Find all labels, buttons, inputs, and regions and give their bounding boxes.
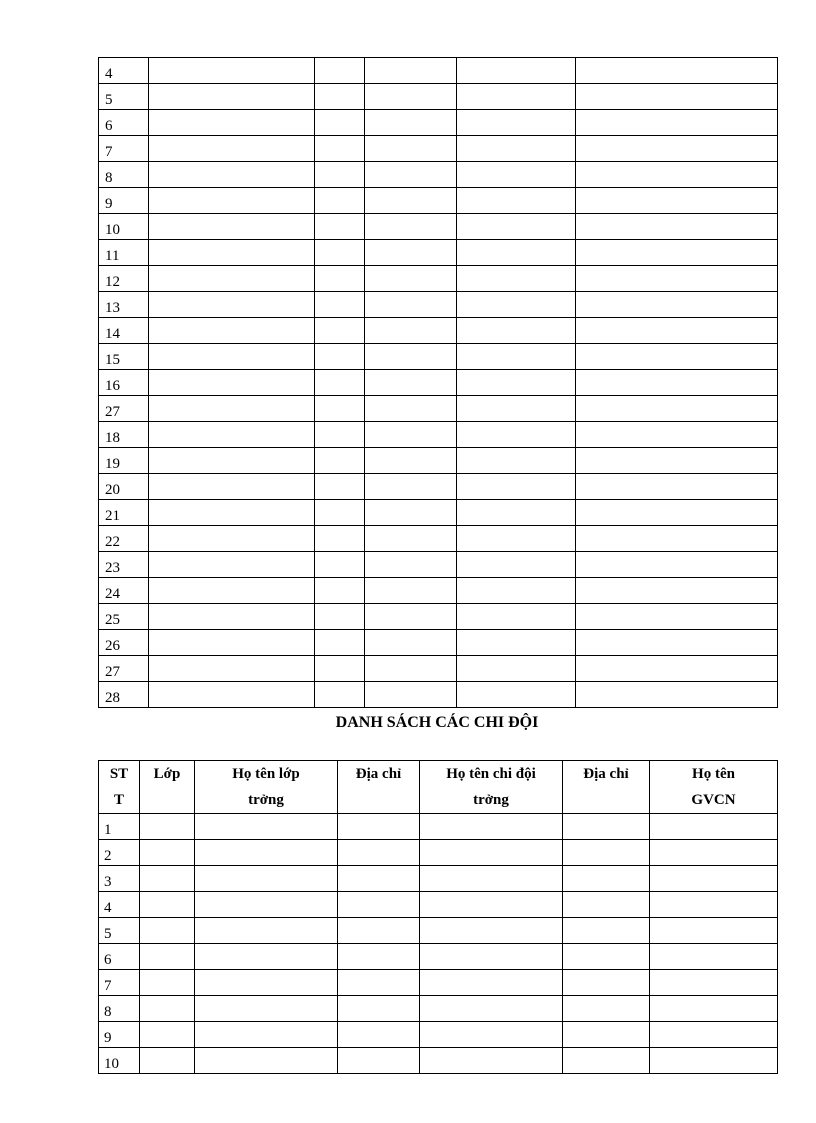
empty-cell: [195, 840, 338, 866]
empty-cell: [315, 240, 365, 266]
row-number: 23: [99, 552, 149, 578]
section-title: DANH SÁCH CÁC CHI ĐỘI: [335, 714, 539, 731]
empty-cell: [576, 292, 778, 318]
table-row: [99, 814, 778, 840]
empty-cell: [563, 840, 650, 866]
empty-cell: [650, 892, 778, 918]
empty-cell: [457, 370, 576, 396]
header-stt-line1: ST: [109, 766, 129, 782]
empty-cell: [420, 944, 563, 970]
row-number: 7: [99, 136, 149, 162]
table-row: [99, 162, 778, 188]
header-ho-ten-chi-doi-truong-line2: trởng: [473, 792, 509, 808]
empty-cell: [650, 918, 778, 944]
table-row: [99, 1022, 778, 1048]
empty-cell: [457, 630, 576, 656]
row-number: 27: [99, 656, 149, 682]
empty-cell: [457, 604, 576, 630]
row-number: 22: [99, 526, 149, 552]
empty-cell: [140, 1048, 195, 1074]
row-number: 12: [99, 266, 149, 292]
empty-cell: [457, 344, 576, 370]
empty-cell: [457, 422, 576, 448]
empty-cell: [338, 814, 420, 840]
empty-cell: [365, 474, 457, 500]
empty-cell: [365, 630, 457, 656]
header-lop-text: Lớp: [153, 766, 181, 782]
empty-cell: [457, 240, 576, 266]
table-row: [99, 266, 778, 292]
table-row: [99, 656, 778, 682]
header-dia-chi-2-text: Địa chỉ: [583, 766, 629, 782]
row-number: 19: [99, 448, 149, 474]
row-number: 25: [99, 604, 149, 630]
empty-cell: [195, 1022, 338, 1048]
empty-cell: [140, 996, 195, 1022]
header-gvcn-line2: GVCN: [691, 792, 736, 808]
empty-cell: [149, 578, 315, 604]
table-row: [99, 526, 778, 552]
empty-cell: [140, 892, 195, 918]
member-list-body: [99, 58, 778, 708]
empty-cell: [338, 892, 420, 918]
empty-cell: [563, 996, 650, 1022]
empty-cell: [457, 292, 576, 318]
empty-cell: [650, 1022, 778, 1048]
empty-cell: [420, 918, 563, 944]
row-number: 5: [99, 918, 140, 944]
header-gvcn-line1: Họ tên: [692, 766, 735, 782]
empty-cell: [338, 1022, 420, 1048]
empty-cell: [457, 682, 576, 708]
header-dia-chi-2: [563, 761, 650, 814]
table-row: [99, 58, 778, 84]
empty-cell: [365, 84, 457, 110]
empty-cell: [576, 58, 778, 84]
empty-cell: [420, 814, 563, 840]
empty-cell: [149, 604, 315, 630]
empty-cell: [338, 866, 420, 892]
empty-cell: [149, 84, 315, 110]
empty-cell: [365, 500, 457, 526]
empty-cell: [420, 996, 563, 1022]
empty-cell: [457, 58, 576, 84]
table-row: [99, 892, 778, 918]
empty-cell: [149, 110, 315, 136]
empty-cell: [149, 422, 315, 448]
empty-cell: [149, 188, 315, 214]
row-number: 27: [99, 396, 149, 422]
empty-cell: [563, 918, 650, 944]
empty-cell: [457, 500, 576, 526]
table-row: [99, 918, 778, 944]
row-number: 10: [99, 1048, 140, 1074]
empty-cell: [140, 814, 195, 840]
row-number: 26: [99, 630, 149, 656]
empty-cell: [149, 448, 315, 474]
empty-cell: [650, 814, 778, 840]
empty-cell: [195, 866, 338, 892]
header-dia-chi-1: [338, 761, 420, 814]
empty-cell: [576, 422, 778, 448]
empty-cell: [195, 892, 338, 918]
table-row: [99, 840, 778, 866]
empty-cell: [149, 500, 315, 526]
table-row: [99, 500, 778, 526]
empty-cell: [365, 344, 457, 370]
table-row: [99, 578, 778, 604]
header-ho-ten-chi-doi-truong-line1: Họ tên chi đội: [446, 766, 536, 782]
row-number: 4: [99, 58, 149, 84]
empty-cell: [576, 656, 778, 682]
empty-cell: [195, 944, 338, 970]
empty-cell: [315, 214, 365, 240]
empty-cell: [576, 448, 778, 474]
empty-cell: [149, 318, 315, 344]
empty-cell: [650, 996, 778, 1022]
table-row: [99, 84, 778, 110]
empty-cell: [457, 396, 576, 422]
empty-cell: [149, 526, 315, 552]
empty-cell: [576, 188, 778, 214]
row-number: 2: [99, 840, 140, 866]
table-row: [99, 344, 778, 370]
empty-cell: [365, 240, 457, 266]
empty-cell: [563, 944, 650, 970]
empty-cell: [457, 526, 576, 552]
empty-cell: [315, 422, 365, 448]
empty-cell: [563, 814, 650, 840]
table-row: [99, 370, 778, 396]
table-row: [99, 682, 778, 708]
empty-cell: [338, 840, 420, 866]
empty-cell: [140, 866, 195, 892]
empty-cell: [315, 604, 365, 630]
header-stt: [99, 761, 140, 814]
empty-cell: [140, 918, 195, 944]
empty-cell: [576, 370, 778, 396]
row-number: 10: [99, 214, 149, 240]
empty-cell: [576, 552, 778, 578]
empty-cell: [315, 84, 365, 110]
empty-cell: [315, 526, 365, 552]
empty-cell: [338, 944, 420, 970]
header-stt-line2: T: [113, 792, 124, 808]
empty-cell: [315, 578, 365, 604]
row-number: 18: [99, 422, 149, 448]
table-row: [99, 474, 778, 500]
empty-cell: [149, 292, 315, 318]
empty-cell: [140, 1022, 195, 1048]
empty-cell: [365, 604, 457, 630]
empty-cell: [315, 136, 365, 162]
table-row: [99, 630, 778, 656]
empty-cell: [365, 578, 457, 604]
header-ho-ten-chi-doi-truong: [420, 761, 563, 814]
empty-cell: [338, 918, 420, 944]
empty-cell: [457, 474, 576, 500]
empty-cell: [420, 866, 563, 892]
empty-cell: [420, 892, 563, 918]
empty-cell: [149, 58, 315, 84]
empty-cell: [365, 396, 457, 422]
empty-cell: [365, 136, 457, 162]
empty-cell: [457, 110, 576, 136]
empty-cell: [149, 162, 315, 188]
table-row: [99, 944, 778, 970]
empty-cell: [149, 136, 315, 162]
empty-cell: [365, 656, 457, 682]
row-number: 21: [99, 500, 149, 526]
table-row: [99, 240, 778, 266]
empty-cell: [650, 840, 778, 866]
empty-cell: [563, 1022, 650, 1048]
empty-cell: [315, 474, 365, 500]
empty-cell: [195, 996, 338, 1022]
empty-cell: [365, 526, 457, 552]
row-number: 28: [99, 682, 149, 708]
empty-cell: [140, 840, 195, 866]
empty-cell: [563, 970, 650, 996]
empty-cell: [563, 866, 650, 892]
empty-cell: [149, 344, 315, 370]
table-row: [99, 292, 778, 318]
empty-cell: [365, 318, 457, 344]
row-number: 1: [99, 814, 140, 840]
row-number: 9: [99, 1022, 140, 1048]
header-ho-ten-lop-truong: [195, 761, 338, 814]
empty-cell: [576, 682, 778, 708]
empty-cell: [365, 266, 457, 292]
empty-cell: [650, 944, 778, 970]
empty-cell: [457, 318, 576, 344]
empty-cell: [315, 448, 365, 474]
row-number: 24: [99, 578, 149, 604]
chi-doi-body: [99, 814, 778, 1074]
empty-cell: [195, 814, 338, 840]
empty-cell: [315, 110, 365, 136]
empty-cell: [576, 318, 778, 344]
row-number: 13: [99, 292, 149, 318]
table-row: [99, 866, 778, 892]
empty-cell: [315, 552, 365, 578]
header-lop: [140, 761, 195, 814]
empty-cell: [650, 866, 778, 892]
empty-cell: [315, 318, 365, 344]
row-number: 8: [99, 162, 149, 188]
table-row: [99, 396, 778, 422]
empty-cell: [457, 214, 576, 240]
empty-cell: [576, 396, 778, 422]
empty-cell: [315, 396, 365, 422]
empty-cell: [576, 344, 778, 370]
empty-cell: [576, 474, 778, 500]
empty-cell: [457, 84, 576, 110]
row-number: 4: [99, 892, 140, 918]
empty-cell: [315, 656, 365, 682]
table-row: [99, 422, 778, 448]
row-number: 6: [99, 110, 149, 136]
empty-cell: [457, 188, 576, 214]
empty-cell: [365, 292, 457, 318]
empty-cell: [195, 970, 338, 996]
empty-cell: [576, 110, 778, 136]
row-number: 15: [99, 344, 149, 370]
empty-cell: [457, 136, 576, 162]
empty-cell: [149, 214, 315, 240]
empty-cell: [365, 422, 457, 448]
table-row: [99, 136, 778, 162]
row-number: 20: [99, 474, 149, 500]
row-number: 3: [99, 866, 140, 892]
header-gvcn: [650, 761, 778, 814]
empty-cell: [140, 944, 195, 970]
row-number: 11: [99, 240, 149, 266]
empty-cell: [576, 578, 778, 604]
header-ho-ten-lop-truong-line2: trởng: [248, 792, 284, 808]
empty-cell: [365, 552, 457, 578]
empty-cell: [457, 162, 576, 188]
empty-cell: [149, 396, 315, 422]
empty-cell: [338, 996, 420, 1022]
empty-cell: [563, 892, 650, 918]
empty-cell: [149, 370, 315, 396]
empty-cell: [338, 970, 420, 996]
empty-cell: [338, 1048, 420, 1074]
header-row: [99, 761, 778, 814]
empty-cell: [457, 552, 576, 578]
empty-cell: [576, 266, 778, 292]
header-dia-chi-1-text: Địa chỉ: [355, 766, 402, 782]
empty-cell: [149, 552, 315, 578]
empty-cell: [420, 1022, 563, 1048]
row-number: 6: [99, 944, 140, 970]
row-number: 5: [99, 84, 149, 110]
empty-cell: [457, 266, 576, 292]
empty-cell: [576, 500, 778, 526]
empty-cell: [315, 630, 365, 656]
empty-cell: [576, 526, 778, 552]
empty-cell: [149, 266, 315, 292]
empty-cell: [315, 266, 365, 292]
empty-cell: [315, 58, 365, 84]
empty-cell: [365, 448, 457, 474]
empty-cell: [149, 630, 315, 656]
empty-cell: [365, 58, 457, 84]
empty-cell: [365, 110, 457, 136]
empty-cell: [576, 136, 778, 162]
row-number: 8: [99, 996, 140, 1022]
empty-cell: [195, 1048, 338, 1074]
table-row: [99, 188, 778, 214]
chi-doi-table: [98, 760, 778, 1074]
empty-cell: [365, 162, 457, 188]
empty-cell: [149, 656, 315, 682]
empty-cell: [420, 1048, 563, 1074]
table-row: [99, 1048, 778, 1074]
table-row: [99, 214, 778, 240]
empty-cell: [457, 448, 576, 474]
empty-cell: [576, 604, 778, 630]
empty-cell: [365, 370, 457, 396]
empty-cell: [315, 162, 365, 188]
empty-cell: [457, 578, 576, 604]
empty-cell: [650, 970, 778, 996]
table-row: [99, 970, 778, 996]
empty-cell: [315, 344, 365, 370]
empty-cell: [576, 84, 778, 110]
empty-cell: [576, 630, 778, 656]
empty-cell: [315, 292, 365, 318]
row-number: 16: [99, 370, 149, 396]
empty-cell: [315, 500, 365, 526]
empty-cell: [140, 970, 195, 996]
table-row: [99, 110, 778, 136]
empty-cell: [365, 214, 457, 240]
empty-cell: [149, 682, 315, 708]
empty-cell: [365, 188, 457, 214]
table-row: [99, 448, 778, 474]
table-row: [99, 318, 778, 344]
empty-cell: [315, 370, 365, 396]
header-ho-ten-lop-truong-line1: Họ tên lớp: [232, 766, 300, 782]
empty-cell: [420, 840, 563, 866]
empty-cell: [149, 474, 315, 500]
row-number: 14: [99, 318, 149, 344]
empty-cell: [650, 1048, 778, 1074]
empty-cell: [563, 1048, 650, 1074]
row-number: 9: [99, 188, 149, 214]
row-number: 7: [99, 970, 140, 996]
empty-cell: [576, 214, 778, 240]
empty-cell: [365, 682, 457, 708]
member-list-table: [98, 57, 778, 708]
empty-cell: [315, 682, 365, 708]
empty-cell: [195, 918, 338, 944]
table-row: [99, 552, 778, 578]
empty-cell: [576, 162, 778, 188]
table-row: [99, 996, 778, 1022]
empty-cell: [149, 240, 315, 266]
table-row: [99, 604, 778, 630]
empty-cell: [457, 656, 576, 682]
empty-cell: [576, 240, 778, 266]
empty-cell: [420, 970, 563, 996]
empty-cell: [315, 188, 365, 214]
